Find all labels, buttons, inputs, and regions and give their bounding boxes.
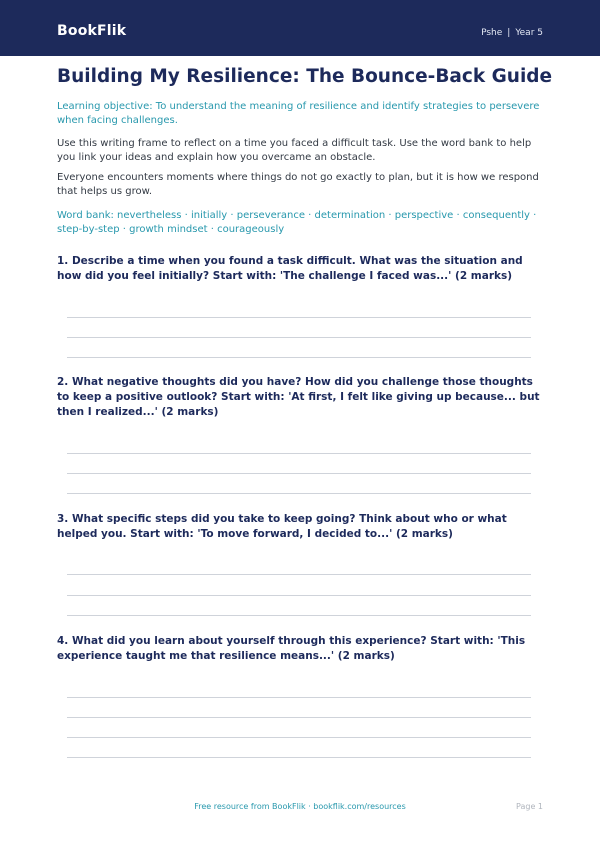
answer-line[interactable]	[67, 574, 531, 575]
answer-line[interactable]	[67, 493, 531, 494]
answer-line[interactable]	[67, 595, 531, 596]
subject-label: Pshe	[481, 28, 503, 38]
question-2: 2. What negative thoughts did you have? How did you challenge those thoughts to keep a positive outlook? Start with: 'At first, I felt like giving up because... but then I realized...' (2 marks)	[57, 376, 540, 418]
year-label: Year 5	[515, 28, 543, 38]
learning-objective: Learning objective: To understand the meaning of resilience and identify strategies to persevere when facing challenges.	[57, 101, 540, 126]
brand-logo: BookFlik	[57, 23, 127, 39]
answer-line[interactable]	[67, 453, 531, 454]
answer-line[interactable]	[67, 357, 531, 358]
page-number: Page 1	[516, 802, 543, 811]
subject-meta	[481, 28, 543, 38]
footer-source: Free resource from BookFlik · bookflik.com/resources	[194, 802, 406, 811]
answer-line[interactable]	[67, 317, 531, 318]
answer-line[interactable]	[67, 473, 531, 474]
context-text: Everyone encounters moments where things do not go exactly to plan, but it is how we respond that helps us grow.	[57, 172, 539, 197]
meta-separator: |	[507, 28, 511, 38]
answer-line[interactable]	[67, 737, 531, 738]
answer-line[interactable]	[67, 697, 531, 698]
question-1: 1. Describe a time when you found a task difficult. What was the situation and how did you feel initially? Start with: 'The challenge I faced was...' (2 marks)	[57, 255, 523, 282]
question-3: 3. What specific steps did you take to keep going? Think about who or what helped you. Start with: 'To move forward, I decided to...' (2 marks)	[57, 513, 507, 540]
answer-line[interactable]	[67, 615, 531, 616]
question-4: 4. What did you learn about yourself through this experience? Start with: 'This experience taught me that resilience means...' (2 marks)	[57, 635, 526, 662]
page-header	[0, 0, 600, 56]
answer-line[interactable]	[67, 757, 531, 758]
answer-line[interactable]	[67, 717, 531, 718]
intro-text: Use this writing frame to reflect on a time you faced a difficult task. Use the word bank to help you link your ideas and explain how you overcame an obstacle.	[57, 138, 532, 163]
word-bank: Word bank: nevertheless · initially · perseverance · determination · perspective · consequently · step-by-step · growth mindset · courageously	[57, 210, 537, 235]
answer-line[interactable]	[67, 337, 531, 338]
page-title: Building My Resilience: The Bounce-Back Guide	[57, 66, 553, 87]
